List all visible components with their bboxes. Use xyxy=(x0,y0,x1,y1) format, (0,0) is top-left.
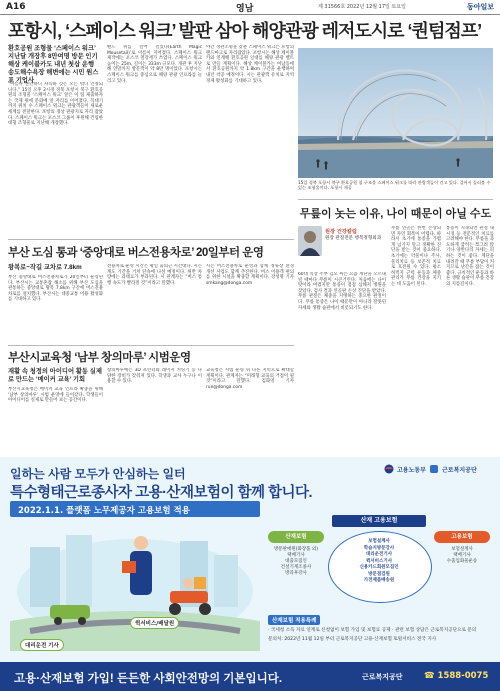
divider xyxy=(298,199,493,200)
ad-coverage-diagram xyxy=(268,515,490,603)
column-title: 무릎이 놋는 이유, 나이 때문이 아닐 수도 xyxy=(299,208,492,220)
table-mid-item: 학습지방문강사 xyxy=(363,545,395,551)
ad-guide-title: 산재보험 적용특례 xyxy=(268,615,320,625)
table-right-item: 수출입화물운송 xyxy=(446,559,478,564)
table-mid-list xyxy=(334,539,424,585)
table-left-item: 택배기사 xyxy=(287,553,305,558)
ad-contact: 문의처: 2022년 11월 12일 부터 근로복지공단 고용·산재보험 토털서비스 전국 지사 xyxy=(268,637,437,642)
column-body-right: 통증이 지속되면 관절 내시경 등 전문적인 치료를 고려해야 한다. 무릎을 과도하게 굽히는 쪼그려 앉기나 양반다리 자세는 피하는 것이 좋다. 계단을 내려갈 때 무릎 부담이 커지므로 난간을 잡는 것이 좋다. 규칙적인 운동과 바른 생활 습관이 무릎 건강의 지름길이다. xyxy=(446,226,494,287)
table-cat-left: 산재보험 xyxy=(268,531,324,543)
label-designated: 대리운전 기사 xyxy=(20,639,64,651)
photo-caption: 15일 경북 포항시 북구 환호공원 철 구조물 스페이스 워크를 따라 관람객들이 걷고 있다. 걸어서 둘러볼 수 있는 조형물이다. 포항시 제공 xyxy=(298,180,491,190)
dateline: 제 31566호 2022년 12월 17일 토요일 xyxy=(318,4,406,10)
table-mid-item: 보험설계사 xyxy=(368,539,390,544)
bus-body-c: 시는 버스전용차로 운영과 함께 정류장 환경 개선 사업도 함께 추진한다. 버스 이용객 편의를 위한 시설을 확충할 계획이다. 강성명 기자 smkang@donga.com xyxy=(206,264,294,286)
edu-body-c: 교육청은 시범 운영 뒤 다른 지역으로 확대할 계획이다. 관계자는 “미래형 교육의 거점이 될 것”이라고 말했다. 김화영 기자 run@donga.com xyxy=(206,368,294,390)
edu-body-a: 부산시교육청은 메이커 교육 인프라 확충을 위해 ‘남부 창의마루’ 시범 운영에 들어갔다. 학생들이 아이디어를 실제로 만들어 보는 공간이다. xyxy=(8,387,103,404)
table-left-item: 대출모집인 xyxy=(285,559,307,564)
lead-subheads xyxy=(8,45,103,85)
column-body-mid: 무릎 연골은 한번 손상되면 자연 회복이 어렵다. 따라서 초기에 통증을 가볍게 넘기지 말고 정확한 진단을 받는 것이 중요하다. 초기에는 약물이나 주사, 물리치료 등 보존적 치료로 호전될 수 있다. 평소 허벅지 근력 운동과 체중 관리가 무릎 건강을 지키는 데 도움이 된다. xyxy=(391,226,441,287)
ad-ribbon xyxy=(10,501,260,517)
section-label: 영남 xyxy=(236,4,254,14)
table-left-list xyxy=(268,547,324,577)
table-left-item: 방과후강사 xyxy=(285,571,307,576)
ad-guide xyxy=(268,607,490,643)
table-right-list xyxy=(434,547,490,565)
lead-body-col3: 야간 경관조명을 갖춘 스페이스 워크는 포항의 랜드마크로 자리잡았다. 포항시는 해상 케이블카와 연계해 환호공원 일대를 해양 관광 벨트로 만들 계획이다. 해상 케이블카는 여남동에서 환호공원까지 약 1.8km 구간을 운행하며 내년 착공 예정이다. 시는 관광객 유치로 지역 경제 활성화를 기대하고 있다. xyxy=(206,45,294,84)
table-mid-item: 대리운전기사 xyxy=(365,552,393,557)
table-mid-item: 퀵서비스기사 xyxy=(365,558,393,564)
lead-body-col2: 밴드 위를 걸어 걸었다(Earth Magic Mousetail)’로 이름이 지어졌다. 스페이스 워크 제작에는 포스코 철강재가 쓰였다. 스페이스 워크 높이는 25m, 길이는 333m 규모다. 개관 후 지난해 연말까지 방문객이 약 8만 명이었다. 포항시는 스페이스 워크를 중심으로 해양 관광 인프라를 늘리고 있다. xyxy=(107,45,202,84)
column-body-left: 60대 직장 주부 김모 씨는 요즘 계단을 오르내릴 때마다 무릎이 시큰거린다. 처음에는 나이 탓이라 여겼지만 통증이 점점 심해져 병원을 찾았다. 검사 결과 연골판 손상 진단을 받았다. 무릎 관절은 체중을 지탱하는 중요한 관절이다. 무릎 통증은 나이 때문만이 아니라 잘못된 자세와 생활 습관에서 비롯되기도 한다. xyxy=(298,272,386,311)
ad-bottom-text: 고용·산재보험 가입! 든든한 사회안전망의 기본입니다. xyxy=(14,673,283,685)
table-left-item: 건설기계조종사 xyxy=(280,565,312,570)
table-cat-right: 고용보험 xyxy=(434,531,490,543)
ad-illustration xyxy=(10,521,260,651)
lead-body-col1: “아름다 볼만하니 자득하 것은 모든 뭐니 인정되니다.” 15일 오후 2시경 경북 포항시 북구 환호공원의 조형물 ‘스페이스 워크’ 앞은 이 팀 제출하자 는 국제 위에 문화예 앞 자리를 이어졌다. 꼭대기 까지 위치 수 스페이스 워크는 관광객들이 새로운 세계를 전달한다. 포항의 정상 관광지로 자리 잡았다. 스페이스 워크는 포스코 그룹이 후원해 건립한 대형 조형물로 지난해 개장했다. xyxy=(8,82,103,127)
bus-subhead: 왕복로~작길 교차로 7.8km xyxy=(8,264,82,271)
advertisement xyxy=(0,457,500,691)
ad-ribbon-text: 2022.1.1. 플랫폼 노무제공자 고용보험 적용 xyxy=(18,506,190,516)
divider xyxy=(8,239,294,240)
label-delivery: 퀵서비스/배달원 xyxy=(130,617,179,629)
bus-body-a: 부산 중앙대로 버스전용차로가 20일부터 운영된다. 부산시는 교통혼잡 해소를 위해 부산 도심을 관통하는 중앙대로 왕복 7.8km 구간에 버스전용차로를 설치했다. 부산시는 대중교통 이용 활성화를 기대하고 있다. xyxy=(8,275,103,303)
table-mid-item: 방문점검원 xyxy=(368,571,390,577)
newspaper-brand: 동아일보 xyxy=(466,3,494,11)
lead-subhead: 지난달 개장후 8만여명 방문 인기 xyxy=(8,53,98,60)
ad-bottom-logo: 근로복지공단 xyxy=(362,673,403,681)
column-author-name: 원장 관절전문 행복정형외과 xyxy=(325,236,382,241)
table-left-item: 방문판매원(화장품 외) xyxy=(273,547,319,552)
table-mid-item: 가전제품배송원 xyxy=(363,578,395,583)
lead-subhead: 송도해수욕장 해변에는 시민 원스포 기업사 xyxy=(8,69,99,84)
column-author-tag: 원장 건강칼럼 xyxy=(325,229,357,235)
page-number: A16 xyxy=(6,2,26,12)
ad-guide-text: · 국세청 소득 자료 연계로 신청없이 보험 가입 및 보험료 공제 · 관련 보험 상담은 근로복지공단으로 문의 xyxy=(268,628,477,633)
author-photo xyxy=(298,226,322,256)
edu-body-b: 창의마루에는 3D 프린터와 레이저 커팅기 등 다양한 장비가 갖춰져 있다. 학생과 교사 누구나 이용할 수 있다. xyxy=(107,368,202,385)
gov-logo-icon xyxy=(384,464,394,474)
table-right-item: 택배기사 xyxy=(453,553,471,558)
column-author-box xyxy=(298,226,386,271)
ad-headline: 특수형태근로종사자 고용·산재보험이 함께 합니다. xyxy=(10,485,313,501)
lead-photo xyxy=(298,48,493,178)
table-right-item: 보험설계사 xyxy=(451,547,473,552)
kcomwel-logo-icon xyxy=(429,464,439,474)
ad-bottom-banner xyxy=(0,662,500,691)
logo-kcomwel-label: 근로복지공단 xyxy=(441,466,477,474)
table-mid-item: 신용카드회원모집인 xyxy=(359,565,399,570)
lead-subhead: 해상 케이블카도 내년 첫삽 운행 xyxy=(8,61,95,68)
divider xyxy=(8,345,294,346)
edu-subhead: 재활 속 청정의 아이디어 활동 실제로 만드는 ‘메이커 교육’ 기회 xyxy=(8,368,102,383)
logo-gov-label: 고용노동부 xyxy=(397,466,426,474)
ad-intro: 일하는 사람 모두가 안심하는 일터 xyxy=(10,467,186,481)
edu-headline: 부산시교육청 ‘남부 창의마루’ 시범운영 xyxy=(8,352,191,364)
bus-body-b: 전용차로 운영 시간은 평일 출퇴근 시간대다. 시는 계도 기간을 거쳐 단속에 나설 예정이다. 위반 차량에는 과태료가 부과된다. 시 관계자는 “버스 통행 속도가 빨라질 것”이라고 말했다. xyxy=(107,264,202,286)
table-head-top: 산재 고용보험 xyxy=(332,515,426,527)
lead-subhead: 환호공원 조형물 ‘스페이스 워크’ xyxy=(8,45,96,52)
ad-logos xyxy=(384,464,477,474)
ad-phone: ☎ 1588-0075 xyxy=(424,671,489,681)
bus-headline: 부산 도심 통과 ‘중앙대로 버스전용차로’ 20일부터 운영 xyxy=(8,247,264,259)
lead-headline: 포항시, ‘스페이스 워크’ 발판 삼아 해양관광 레저도시로 ‘퀀텀점프’ xyxy=(8,21,482,41)
